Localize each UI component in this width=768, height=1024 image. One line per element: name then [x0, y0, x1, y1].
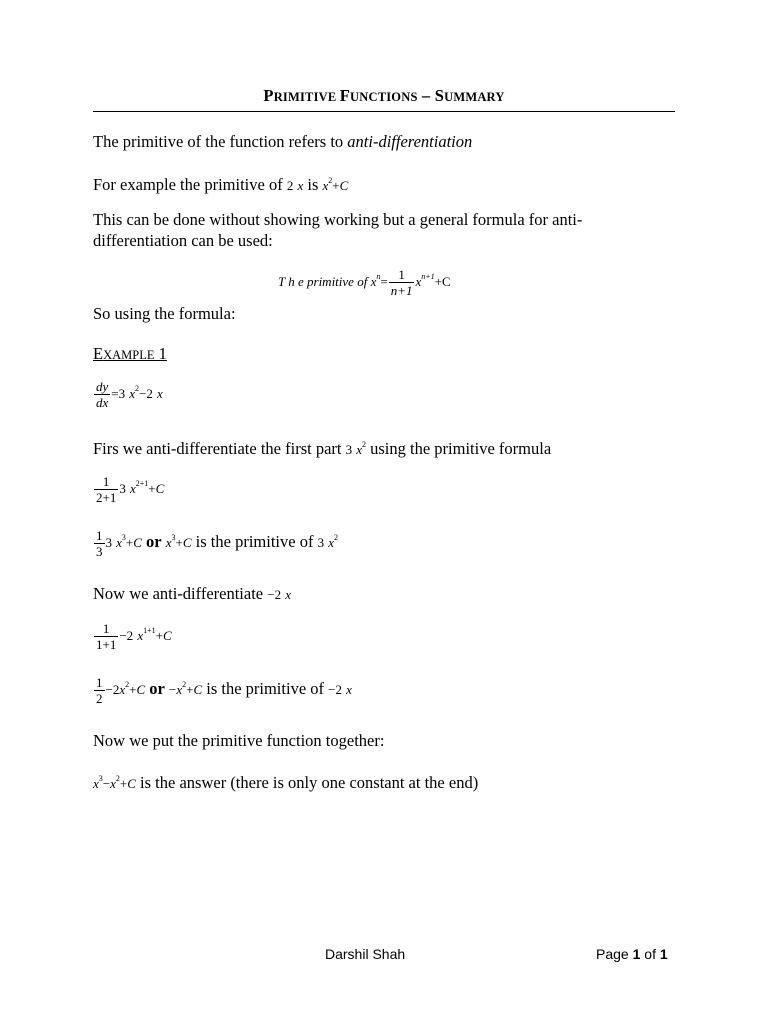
- formula-intro-line-2: differentiation can be used:: [93, 231, 273, 250]
- second-part-sentence: Now we anti-differentiate −2 x: [93, 584, 291, 603]
- footer-page-number: Page 1 of 1: [596, 946, 668, 962]
- step-1-equation: $\frac{1}{2+1}$ 3 $x^{2+1}+C$: [96, 473, 165, 505]
- title-underline: [93, 111, 675, 112]
- step-4-equation: $\frac{1}{2}$ $-2x^2+C$ or $-x^2+C$ is the primitive of −2 x: [96, 674, 352, 706]
- equation-dy-dx: $\frac{dy}{dx}$ =3 $x^2-2$ x: [96, 378, 163, 410]
- combine-sentence: Now we put the primitive function together:: [93, 731, 385, 750]
- using-formula-text: So using the formula:: [93, 304, 236, 323]
- intro-paragraph: The primitive of the function refers to anti-differentiation: [93, 132, 473, 151]
- example-sentence: For example the primitive of 2 x is $x^2+C$: [93, 175, 349, 194]
- step-2-equation: $\frac{1}{3}$ 3 $x^3+C$ or $x^3+C$ is the primitive of 3 $x^2$: [96, 527, 338, 559]
- primitive-formula: T h e primitive of $x^n=$ $\frac{1}{n+1}$ $x^{n+1}+C$: [278, 266, 451, 298]
- formula-intro-line-1: This can be done without showing working but a general formula for anti-: [93, 210, 583, 229]
- final-answer: $x^3-x^2+C$ is the answer (there is only one constant at the end): [93, 773, 479, 792]
- document-title: PRIMITIVE FUNCTIONS – SUMMARY: [263, 86, 505, 105]
- footer-author: Darshil Shah: [325, 946, 406, 962]
- step-3-equation: $\frac{1}{1+1}$ −2 $x^{1+1}+C$: [96, 620, 172, 652]
- example-heading: EXAMPLE 1: [93, 344, 167, 363]
- first-part-sentence: Firs we anti-differentiate the first part 3 $x^2$ using the primitive formula: [93, 439, 552, 458]
